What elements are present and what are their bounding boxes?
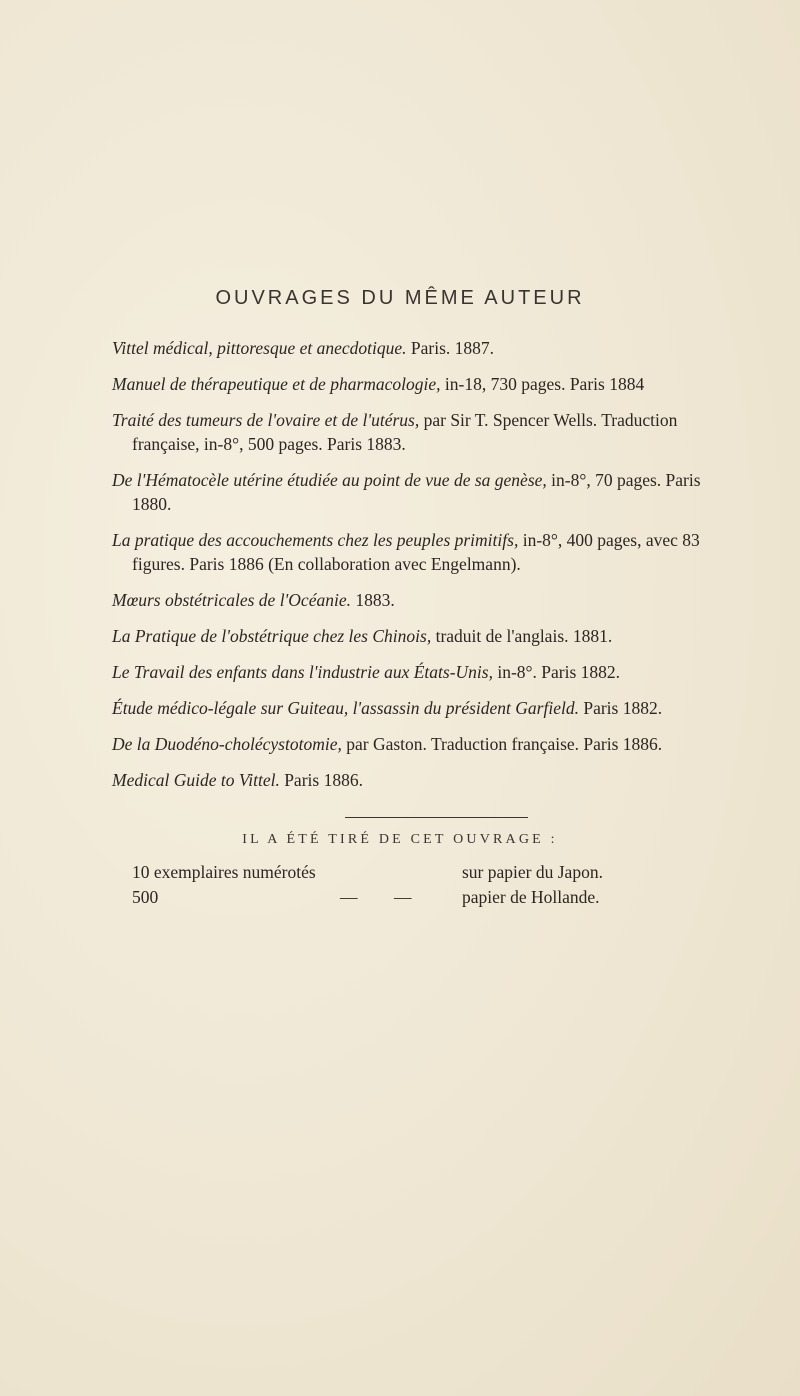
entry-details: par Sir T. Spencer Wells. Traduction française, in-8°, 500 pages. Paris 1883. [132,410,678,454]
entry-details: in-18, 730 pages. Paris 1884 [440,374,645,394]
entry-details: Paris 1886. [279,770,363,790]
ditto-mark: — [394,887,412,907]
entry-details: in-8°, 400 pages, avec 83 figures. Paris 1886 (En collaboration avec Engelmann). [132,530,700,574]
ditto-mark: — [340,887,358,907]
bibliography-entry [112,732,712,756]
entry-title: Étude médico-légale sur Guiteau, l'assassin du président Garfield. [112,698,579,718]
entry-title: De la Duodéno-cholécystotomie, [112,734,342,754]
bibliography-entry [112,768,712,792]
entry-title: Medical Guide to Vittel. [112,770,280,790]
print-run-paper: sur papier du Japon. [462,862,603,882]
entry-details: par Gaston. Traduction française. Paris 1886. [341,734,663,754]
entry-details: Paris. 1887. [406,338,495,358]
entry-details: in-8°, 70 pages. Paris 1880. [132,470,701,514]
entry-title: De l'Hématocèle utérine étudiée au point de vue de sa genèse, [112,470,547,490]
print-run-line [132,885,732,910]
entry-title: Le Travail des enfants dans l'industrie aux États-Unis, [112,662,493,682]
entry-title: Vittel médical, pittoresque et anecdotique. [112,338,407,358]
page-heading: OUVRAGES DU MÊME AUTEUR [215,287,585,309]
entry-title: La pratique des accouchements chez les peuples primitifs, [112,530,519,550]
print-run-line [132,860,732,885]
bibliography-entry [112,696,712,720]
entry-title: La Pratique de l'obstétrique chez les Chinois, [112,626,432,646]
entry-details: in-8°. Paris 1882. [492,662,621,682]
bibliography-entry [112,588,712,612]
entry-details: 1883. [350,590,395,610]
divider-rule [345,817,528,818]
entry-details: traduit de l'anglais. 1881. [431,626,613,646]
print-run-title: IL A ÉTÉ TIRÉ DE CET OUVRAGE : [242,832,558,847]
bibliography-entry [112,624,712,648]
bibliography-entry [112,372,712,396]
bibliography-entry [112,468,712,516]
entry-title: Traité des tumeurs de l'ovaire et de l'utérus, [112,410,420,430]
print-run-count: 500 [132,887,159,907]
bibliography-list [112,336,712,804]
entry-details: Paris 1882. [578,698,663,718]
print-run-list [132,860,732,910]
print-run-paper: papier de Hollande. [462,887,600,907]
bibliography-entry [112,336,712,360]
bibliography-entry [112,660,712,684]
bibliography-entry [112,408,712,456]
entry-title: Mœurs obstétricales de l'Océanie. [112,590,351,610]
print-run-count: 10 exemplaires numérotés [132,862,316,882]
entry-title: Manuel de thérapeutique et de pharmacologie, [112,374,441,394]
bibliography-entry [112,528,712,576]
